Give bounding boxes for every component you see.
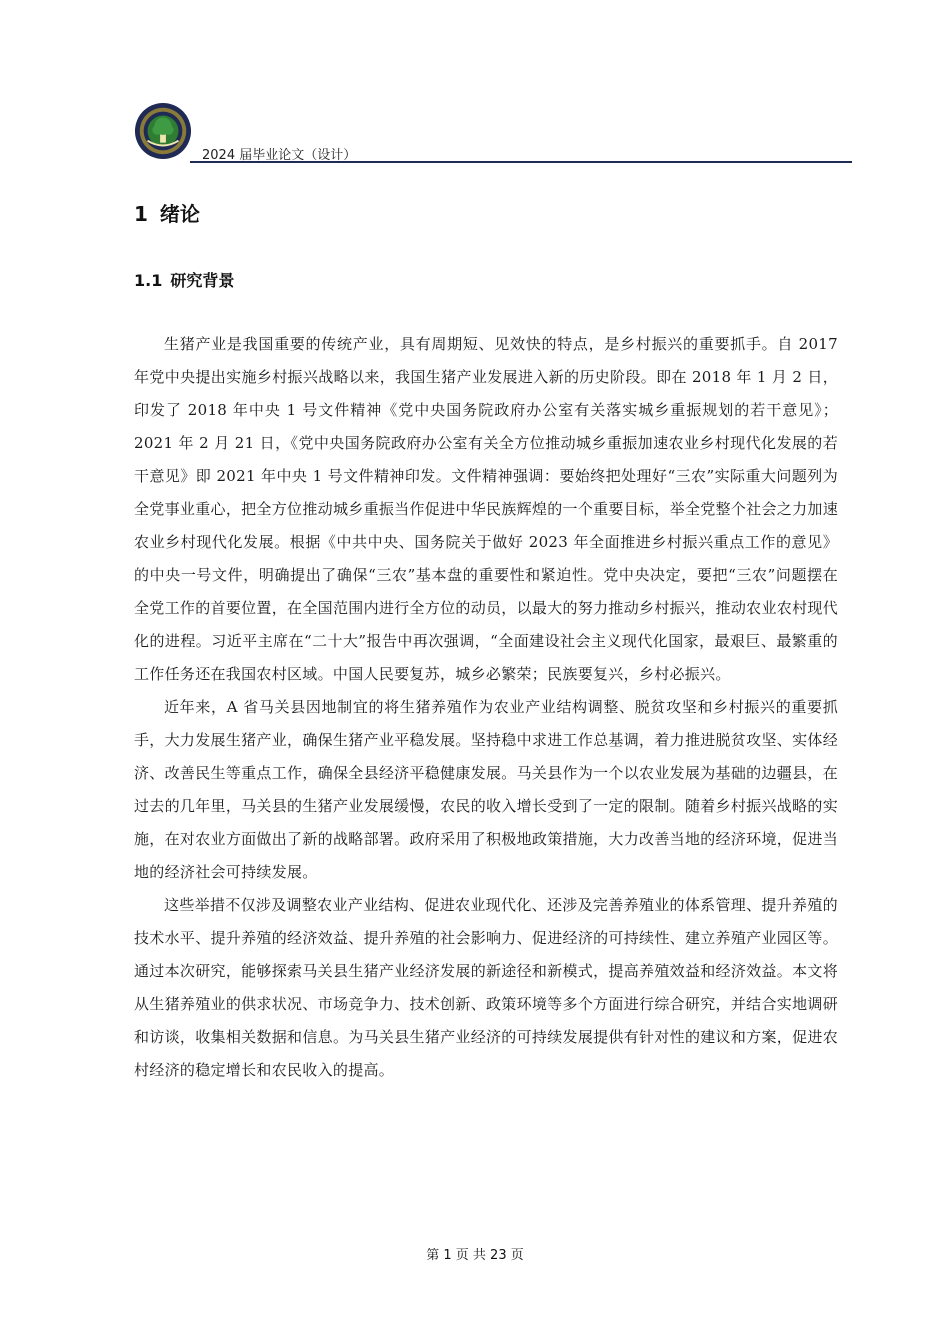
- paragraph: 近年来，A 省马关县因地制宜的将生猪养殖作为农业产业结构调整、脱贫攻坚和乡村振兴的重要抓手，大力发展生猪产业，确保生猪产业平稳发展。坚持稳中求进工作总基调，着力推进脱贫攻坚、实体经济、改善民生等重点工作，确保全县经济平稳健康发展。马关县作为一个以农业发展为基础的边疆县，在过去的几年里，马关县的生猪产业发展缓慢，农民的收入增长受到了一定的限制。随着乡村振兴战略的实施，在对农业方面做出了新的战略部署。政府采用了积极地政策措施，大力改善当地的经济环境，促进当地的经济社会可持续发展。: [134, 698, 838, 881]
- page-number: 第 1 页 共 23 页: [426, 1248, 524, 1263]
- section-heading: [134, 268, 234, 291]
- page-header: [134, 100, 852, 164]
- section-title: 研究背景: [170, 271, 235, 290]
- paragraph: 生猪产业是我国重要的传统产业，具有周期短、见效快的特点，是乡村振兴的重要抓手。自 2017 年党中央提出实施乡村振兴战略以来，我国生猪产业发展进入新的历史阶段。即在 2018 年 1 月 2 日，印发了 2018 年中央 1 号文件精神《党中央国务院政府办公室有关落实城乡重振规划的若干意见》；2021 年 2 月 21 日，《党中央国务院政府办公室有关全方位推动城乡重振加速农业乡村现代化发展的若干意见》即 2021 年中央 1 号文件精神印发。文件精神强调：要始终把处理好“三农”实际重大问题列为全党事业重心，把全方位推动城乡重振当作促进中华民族辉煌的一个重要目标，举全党整个社会之力加速农业乡村现代化发展。根据《中共中央、国务院关于做好 2023 年全面推进乡村振兴重点工作的意见》的中央一号文件，明确提出了确保“三农”基本盘的重要性和紧迫性。党中央决定，要把“三农”问题摆在全党工作的首要位置，在全国范围内进行全方位的动员，以最大的努力推动乡村振兴，推动农业农村现代化的进程。习近平主席在“二十大”报告中再次强调，“全面建设社会主义现代化国家，最艰巨、最繁重的工作任务还在我国农村区域。中国人民要复苏，城乡必繁荣；民族要复兴，乡村必振兴。: [134, 335, 838, 683]
- chapter-number: 1: [134, 202, 148, 226]
- chapter-heading: [134, 198, 200, 227]
- university-logo: [134, 102, 192, 160]
- header-divider: [190, 161, 852, 163]
- body-text: [134, 328, 838, 1087]
- paragraph: 这些举措不仅涉及调整农业产业结构、促进农业现代化、还涉及完善养殖业的体系管理、提升养殖的技术水平、提升养殖的经济效益、提升养殖的社会影响力、促进经济的可持续性、建立养殖产业园区等。通过本次研究，能够探索马关县生猪产业经济发展的新途径和新模式，提高养殖效益和经济效益。本文将从生猪养殖业的供求状况、市场竞争力、技术创新、政策环境等多个方面进行综合研究，并结合实地调研和访谈，收集相关数据和信息。为马关县生猪产业经济的可持续发展提供有针对性的建议和方案，促进农村经济的稳定增长和农民收入的提高。: [134, 896, 838, 1079]
- section-number: 1.1: [134, 271, 163, 290]
- header-title: 2024 届毕业论文（设计）: [202, 148, 357, 163]
- chapter-title: 绪论: [159, 202, 200, 226]
